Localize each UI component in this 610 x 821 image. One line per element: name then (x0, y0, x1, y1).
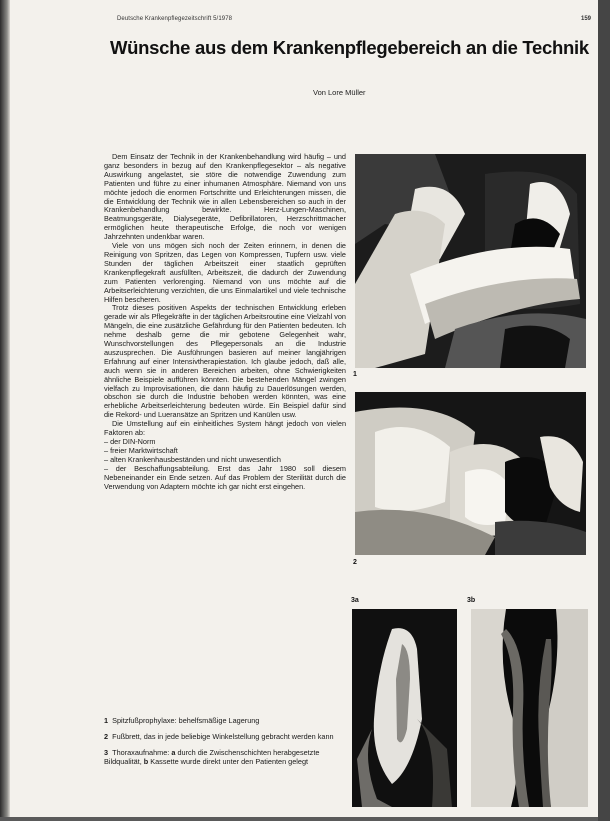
figure-3b-xray (471, 609, 588, 807)
footboard-photo (355, 392, 586, 555)
list-item: – alten Krankenhausbeständen und nicht unwesentlich (104, 454, 281, 464)
caption-2: 2 Fußbrett, das in jede beliebige Winkelstellung gebracht werden kann (104, 732, 334, 741)
page-binding-shadow (0, 0, 10, 817)
figure-2-photo (355, 392, 586, 555)
figure-1-label: 1 (353, 371, 357, 378)
figure-1-photo (355, 154, 586, 368)
article-author: Von Lore Müller (313, 88, 366, 97)
caption-3: 3 Thoraxaufnahme: a durch die Zwischenschichten herabgesetzte Bildqualität, b Kassette wurde direkt unter den Patienten gelegt (104, 748, 320, 766)
figure-3a-xray (352, 609, 457, 807)
figure-captions (104, 716, 349, 773)
page-edge-shadow (598, 0, 610, 821)
foot-positioning-photo (355, 154, 586, 368)
body-paragraph: Viele von uns mögen sich noch der Zeiten erinnern, in denen die Reinigung von Spritzen, das Legen von Kompressen, Tupfern usw. viele Stunden der täglichen Arbeitszeit einer staatlich geprüften Krankenpflegekraft ausfüllten, Arbeitszeit, die dadurch der Zuwendung zum Patienten verlorenging. Niemand von uns möchte auf die Arbeitserleichterung verzichten, die uns Einmalartikel und viele technische Hilfen bescheren. (104, 241, 346, 304)
article-body (104, 153, 346, 491)
xray-image-a (352, 609, 457, 807)
figure-3b-label: 3b (467, 597, 476, 604)
page-number: 159 (581, 16, 592, 22)
article-title: Wünsche aus dem Krankenpflegebereich an die Technik (110, 37, 589, 58)
figure-3a-label: 3a (351, 597, 359, 604)
factor-list (104, 438, 346, 491)
list-item: – der DIN-Norm (104, 437, 156, 446)
figure-2-label: 2 (353, 559, 357, 566)
body-paragraph: Trotz dieses positiven Aspekts der technischen Entwicklung erleben gerade wir als Pflegekräfte in der täglichen Arbeitsroutine eine Vielzahl von Mängeln, die eine zusätzliche Gefährdung für den Patienten bedeuten. Ich nehme deshalb gerne die mir gebotene Gelegenheit wahr, Wunschvorstellungen des Pflegepersonals an die Industrie auszusprechen. Die Ausführungen basieren auf meiner langjährigen Erfahrung auf einer Intensivtherapiestation. Ich glaube jedoch, daß alle, auch wenn sie in anderen Bereichen arbeiten, ohne Schwierigkeiten ähnliche Beispiele aufführen könnten. Die bestehenden Mängel zwingen vielfach zu Improvisationen, die dann häufig zu Dauerlösungen werden, obschon sie durch die Industrie behoben werden könnten, was eine erhebliche Arbeitserleichterung bedeuten würde. Ein Beispiel dafür sind die Rekord- und Lueransätze an Spritzen und Kanülen usw. (104, 303, 346, 420)
list-item: – der Beschaffungsabteilung. Erst das Jahr 1980 soll diesem Nebeneinander ein Ende setzen. Auf das Problem der Sterilität durch die Verwendung von Adaptern möchte ich gar nicht erst eingehen. (104, 463, 346, 491)
list-item: – freier Marktwirtschaft (104, 445, 178, 455)
xray-image-b (471, 609, 588, 807)
running-header: Deutsche Krankenpflegezeitschrift 5/1978 (117, 16, 233, 22)
body-paragraph: Die Umstellung auf ein einheitliches System hängt jedoch von vielen Faktoren ab: (104, 419, 346, 438)
caption-1: 1 Spitzfußprophylaxe: behelfsmäßige Lagerung (104, 716, 260, 725)
body-paragraph: Dem Einsatz der Technik in der Krankenbehandlung wird häufig – und ganz besonders in bezug auf den Krankenpflegesektor – als negative Auswirkung angelastet, sie störe die notwendige Zuwendung zum Patienten und führe zu einer inhumanen Atmosphäre. Niemand von uns möchte jedoch die enormen Fortschritte und Erleichterungen missen, die die Entwicklung der Technik wie in allen Lebensbereichen so auch in der Krankenbehandlung bewirkte. Herz-Lungen-Maschinen, Beatmungsgeräte, Dialysegeräte, Defibrillatoren, Herzschrittmacher ermöglichen heute therapeutische Erfolge, die noch vor wenigen Jahrzehnten undenkbar waren. (104, 152, 346, 242)
